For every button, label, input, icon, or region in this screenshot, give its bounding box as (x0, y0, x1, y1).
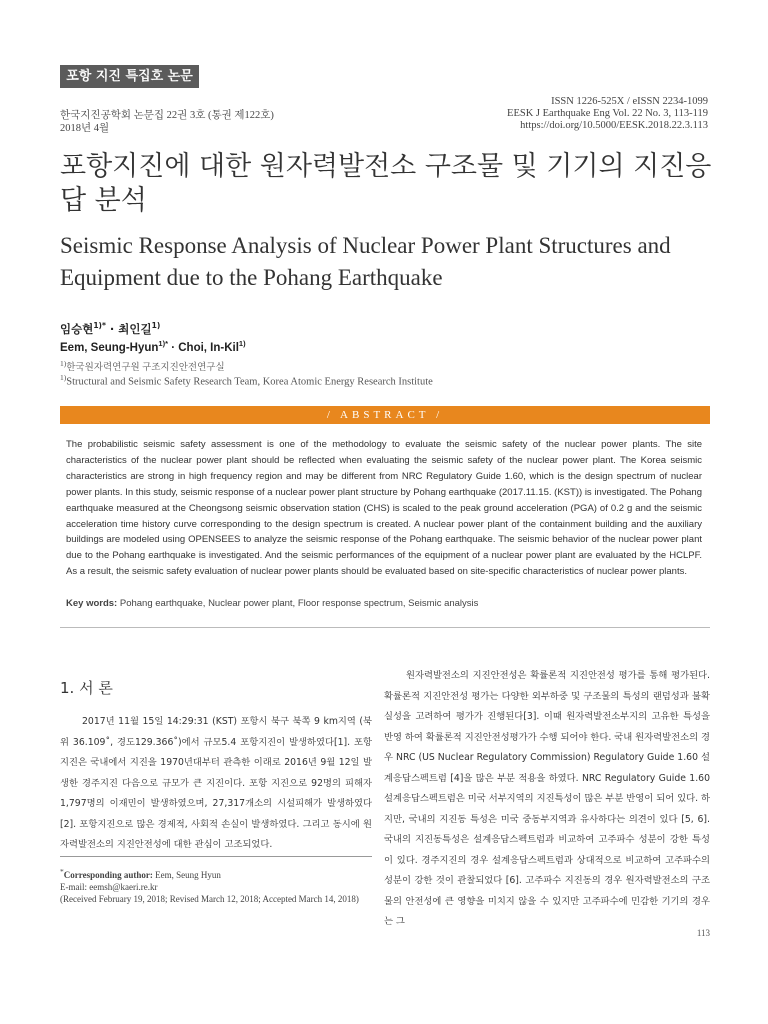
corresponding-author-name: Eem, Seung Hyun (155, 870, 221, 880)
abstract-heading: / ABSTRACT / (60, 406, 710, 424)
author-sep-en: · (168, 341, 179, 354)
corresponding-email[interactable]: E-mail: eemsh@kaeri.re.kr (60, 882, 158, 892)
doi-link[interactable]: https://doi.org/10.5000/EESK.2018.22.3.113 (520, 120, 708, 131)
journal-name-ko: 한국지진공학회 논문집 22권 3호 (통권 제122호) (60, 110, 274, 121)
author-1-ko-sup: 1)* (93, 321, 106, 331)
title-korean: 포항지진에 대한 원자력발전소 구조물 및 기기의 지진응답 분석 (60, 151, 712, 216)
authors-english (60, 339, 246, 354)
section-divider (60, 627, 710, 628)
issn: ISSN 1226-525X / eISSN 2234-1099 (551, 96, 708, 107)
corresponding-author-label: Corresponding author: (63, 870, 153, 880)
author-1-en: Eem, Seung-Hyun (60, 341, 159, 354)
footnote-divider (60, 856, 372, 857)
author-2-ko: 최인길 (118, 322, 152, 336)
title-english: Seismic Response Analysis of Nuclear Power Plant Structures and Equipment due to the Pohang Earthquake (60, 233, 671, 290)
author-2-en: Choi, In-Kil (178, 341, 239, 354)
right-column (384, 666, 710, 933)
section-heading-introduction: 1. 서 론 (60, 679, 113, 697)
author-sep: · (105, 322, 119, 336)
intro-paragraph-1: 2017년 11월 15일 14:29:31 (KST) 포항시 북구 북쪽 9 km지역 (북위 36.109˚, 경도129.366˚)에서 규모5.4 포항지진이 발생하였다[1]. 포항지진은 국내에서 지진을 1970년대부터 관측한 이래로 2016년 9월 12일 발생한 경주지진 다음으로 규모가 큰 지진이다. 포항 지진으로 92명의 피해자 1,797명의 이재민이 발생하였으며, 27,317개소의 시설피해가 발생하였다 [2]. 포항지진으로 많은 경제적, 사회적 손실이 발생하였다. 그리고 동시에 원자력발전소의 지진안전성에 대한 관심이 고조되었다. (60, 716, 372, 850)
author-2-en-sup: 1) (238, 339, 246, 348)
affiliation-english: $^{1)}$Structural and Seismic Safety Research Team, Korea Atomic Energy Research Institute (60, 373, 433, 388)
page-number: 113 (696, 928, 710, 938)
footnote: *Corresponding author: Eem, Seung Hyun E-mail: eemsh@kaeri.re.kr (Received February 19, 2018; Revised March 12, 2018; Accepted March 14, 2018) (60, 866, 372, 905)
keywords-list: Pohang earthquake, Nuclear power plant, Floor response spectrum, Seismic analysis (119, 598, 479, 609)
authors-korean (60, 321, 160, 337)
author-1-ko: 임승현 (60, 322, 94, 336)
journal-info-en (507, 96, 708, 132)
received-dates: (Received February 19, 2018; Revised March 12, 2018; Accepted March 14, 2018) (60, 894, 359, 904)
abstract-text: The probabilistic seismic safety assessment is one of the methodology to evaluate the seismic safety of the nuclear power plants. The site characteristics of the nuclear power plant should be reflected when evaluating the seismic safety of the nuclear power plant. The Korea seismic characteristics are strong in high frequency region and may be different from NRC Regulatory Guide 1.60, which is the design spectrum of nuclear power plants. In this study, seismic response of a nuclear power plant structure by Pohang earthquake (2017.11.15. (KST)) is investigated. The Pohang earthquake measured at the Cheongsong seismic observation station (CHS) is scaled to the peak ground acceleration (PGA) of 0.2 g and the seismic acceleration time history curve corresponding to the design spectrum is created. A nuclear power plant of the containment building and the auxiliary buildings are modeled using OPENSEES to analyze the seismic response of the Pohang earthquake. The seismic behavior of the nuclear power plant due to the Pohang earthquake is investigated. And the seismic performances of the equipment of a nuclear power plant are evaluated by the HCLPF. As a result, the seismic safety evaluation of nuclear power plants should be evaluated based on site-specific characteristics of nuclear power plants. (66, 439, 702, 578)
keywords-label: Key words: (66, 598, 118, 609)
author-2-ko-sup: 1) (151, 321, 161, 331)
journal-info-ko (60, 109, 274, 135)
author-1-en-sup: 1)* (158, 339, 168, 348)
intro-paragraph-2: 원자력발전소의 지진안전성은 확률론적 지진안전성 평가를 통해 평가된다. 확률론적 지진안전성 평가는 다양한 외부하중 및 구조물의 특성의 랜덤성과 불확실성을 고려하여 평가가 진행된다[3]. 이때 원자력발전소부지의 고유한 특성을 반영 하여 확률론적 지진안전성평가가 수행 되어야 한다. 국내 원자력발전소의 경우 NRC (US Nuclear Regulatory Commission) Regulatory Guide 1.60 설계응답스펙트럼 [4]을 많은 부분 적용을 하였다. NRC Regulatory Guide 1.60 설계응답스펙트럼은 미국 서부지역의 지진특성이 많은 부분 반영이 되어 있다. 하지만, 국내의 지진동 특성은 미국 중동부지역과 유사하다는 의견이 있다 [5, 6]. 국내의 지진동특성은 설계응답스펙트럼과 비교하여 고주파수 성분이 강한 특성이 있다. 경주지진의 경우 설계응답스펙트럼과 상대적으로 비교하여 고주파수의 성분이 강한 것이 관찰되었다 [6]. 고주파수 지진동의 경우 원자력발전소의 구조물의 안전성에 큰 영향을 미치지 않을 수 있지만 고주파수에 민감한 기기의 경우는 그 (384, 670, 710, 927)
journal-name-en: EESK J Earthquake Eng Vol. 22 No. 3, 113-119 (507, 108, 708, 119)
left-column (60, 712, 372, 856)
keywords (66, 598, 702, 609)
journal-date-ko: 2018년 4월 (60, 123, 110, 134)
special-issue-tag: 포항 지진 특집호 논문 (60, 65, 199, 88)
affiliation-korean: $^{1)}$한국원자력연구원 구조지진안전연구실 (60, 359, 225, 374)
